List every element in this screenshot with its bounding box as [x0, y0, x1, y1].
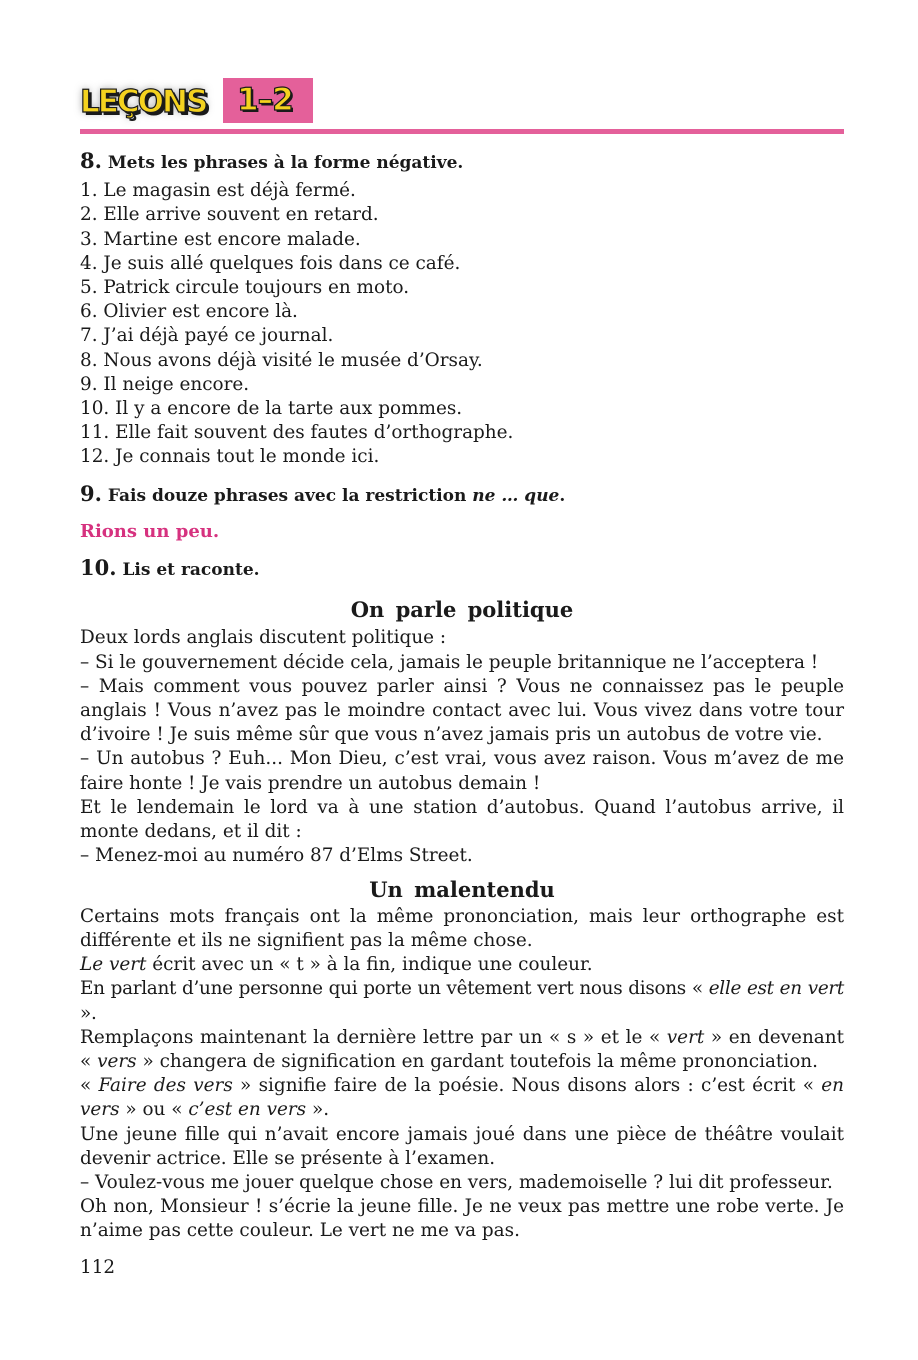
story-title: On parle politique [350, 597, 574, 623]
exercise-instruction: Fais douze phrases avec la restriction [107, 485, 473, 506]
list-item: 4. Je suis allé quelques fois dans ce café. [80, 252, 461, 274]
list-item: 3. Martine est encore malade. [80, 228, 361, 250]
list-item: 10. Il y a encore de la tarte aux pommes. [80, 398, 463, 420]
list-item: 11. Elle fait souvent des fautes d’orthographe. [80, 422, 514, 444]
italic-phrase: Le vert [80, 954, 147, 976]
story-paragraph [80, 1074, 844, 1122]
text-run: » signifie faire de la poésie. Nous disons alors : c’est écrit « [232, 1075, 822, 1097]
italic-phrase: en vers [80, 1075, 844, 1121]
exercise-8-list [80, 179, 844, 469]
story-line: Et le lendemain le lord va à une station d’autobus. Quand l’autobus arrive, il monte dedans, et il dit : [80, 796, 844, 843]
text-run: ». [80, 1002, 97, 1024]
story-line: Deux lords anglais discutent politique : [80, 627, 447, 649]
lesson-label: LEÇONS [80, 84, 207, 120]
list-item: 8. Nous avons déjà visité le musée d’Orsay. [80, 349, 483, 371]
list-item: 6. Olivier est encore là. [80, 301, 298, 323]
exercise-instruction: Mets les phrases à la forme négative. [107, 153, 464, 173]
exercise-instruction-end: . [559, 485, 566, 506]
story-paragraph [80, 953, 844, 977]
italic-phrase: vert [666, 1026, 705, 1048]
story-line: – Mais comment vous pouvez parler ainsi ? Vous ne connaissez pas le peuple anglais ! Vous n’avez pas le moindre contact avec lui. Vous vivez dans votre tour d’ivoire ! Je suis même sûr que vous n’avez jamais pris un autobus de votre vie. [80, 675, 844, 746]
text-run: » en devenant « [80, 1026, 844, 1072]
section-heading: Rions un peu. [80, 520, 220, 542]
story-paragraph: Une jeune fille qui n’avait encore jamais joué dans une pièce de théâtre voulait devenir actrice. Elle se présente à l’examen. [80, 1123, 844, 1169]
list-item: 9. Il neige encore. [80, 373, 250, 395]
story-paragraph: Oh non, Monsieur ! s’écrie la jeune fille. Je ne veux pas mettre une robe verte. Je n’aime pas cette couleur. Le vert ne me va pas. [80, 1196, 844, 1242]
exercise-8-title [80, 149, 844, 175]
text-run: écrit avec un « t » à la fin, indique une couleur. [146, 954, 593, 976]
list-item: 5. Patrick circule toujours en moto. [80, 277, 410, 299]
lesson-number: 1–2 [237, 82, 293, 118]
story-paragraph [80, 977, 844, 1025]
story-paragraph: – Voulez-vous me jouer quelque chose en vers, mademoiselle ? lui dit professeur. [80, 1171, 833, 1193]
story-paragraph [80, 1026, 844, 1074]
story-line: – Si le gouvernement décide cela, jamais le peuple britannique ne l’acceptera ! [80, 651, 819, 673]
exercise-number: 8. [80, 148, 102, 173]
story-title: Un malentendu [369, 877, 555, 903]
story-line: – Un autobus ? Euh... Mon Dieu, c’est vrai, vous avez raison. Vous m’avez de me faire honte ! Je vais prendre un autobus demain ! [80, 748, 844, 794]
italic-phrase: elle est en vert [708, 978, 844, 1000]
text-run: » ou « [119, 1099, 189, 1121]
exercise-number: 9. [80, 480, 102, 506]
list-item: 12. Je connais tout le monde ici. [80, 446, 380, 468]
list-item: 2. Elle arrive souvent en retard. [80, 204, 379, 226]
exercise-10-title [80, 556, 844, 582]
page-content [80, 149, 844, 1244]
story-line: – Menez-moi au numéro 87 d’Elms Street. [80, 845, 473, 867]
story-paragraph: Certains mots français ont la même prononciation, mais leur orthographe est différente et ils ne signifient pas la même chose. [80, 905, 844, 951]
text-run: En parlant d’une personne qui porte un vêtement vert nous disons « [80, 978, 709, 1000]
exercise-9-title [80, 482, 844, 508]
page-number: 112 [80, 1257, 116, 1278]
italic-phrase: Faire des vers [98, 1075, 233, 1097]
text-run: ». [306, 1099, 330, 1121]
story-1-text [80, 626, 844, 868]
text-run: » changera de signification en gardant toutefois la même prononciation. [136, 1050, 818, 1072]
story-2-text [80, 905, 844, 1244]
exercise-instruction-emphasis: ne … que [472, 485, 560, 506]
header-rule [80, 129, 844, 134]
list-item: 7. J’ai déjà payé ce journal. [80, 325, 334, 347]
text-run: Remplaçons maintenant la dernière lettre par un « s » et le « [80, 1026, 667, 1048]
exercise-number: 10. [80, 555, 117, 581]
italic-phrase: c’est en vers [188, 1099, 307, 1121]
text-run: « [80, 1075, 99, 1097]
italic-phrase: vers [97, 1050, 137, 1072]
lesson-number-badge [223, 78, 313, 123]
list-item: 1. Le magasin est déjà fermé. [80, 180, 356, 202]
exercise-instruction: Lis et raconte. [122, 560, 260, 581]
